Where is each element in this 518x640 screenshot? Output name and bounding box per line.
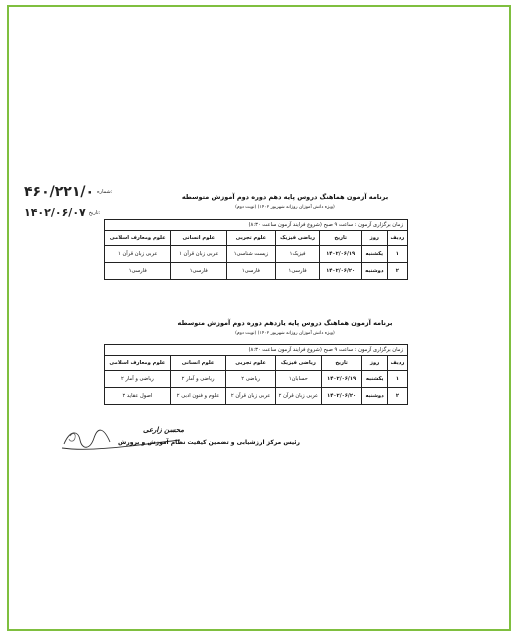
cell-row-number: ۱: [387, 371, 407, 388]
cell-humanities: عربی زبان قرآن ۱: [171, 246, 227, 263]
header-islamic-sciences: علوم ومعارف اسلامی: [105, 231, 171, 246]
section2-subtitle: (ویژه دانش آموزان روزانه شهریور ۱۴۰۲) (نوبت دوم): [235, 331, 335, 336]
cell-islamic-sciences: ریاضی و آمار ۲: [105, 371, 171, 388]
section1-title: برنامه آزمون هماهنگ دروس پایه دهم دوره دوم آموزش متوسطه: [181, 193, 389, 201]
letter-date-row: [24, 206, 104, 219]
cell-math-physics: فیزیک۱: [275, 246, 320, 263]
section1-header-row: [105, 231, 408, 246]
letter-date: ۱۴۰۲/۰۶/۰۷: [24, 206, 86, 219]
cell-math-physics: حسابان۱: [275, 371, 321, 388]
cell-date: ۱۴۰۲/۰۶/۲۰: [320, 263, 361, 280]
header-humanities: علوم انسانی: [171, 231, 227, 246]
cell-islamic-sciences: فارسی۱: [105, 263, 171, 280]
page-border: [7, 5, 511, 631]
cell-day: دوشنبه: [361, 263, 387, 280]
cell-date: ۱۴۰۲/۰۶/۱۹: [320, 246, 361, 263]
cell-humanities: علوم و فنون ادبی ۲: [170, 388, 226, 405]
cell-row-number: ۲: [387, 263, 407, 280]
cell-islamic-sciences: اصول عقاید ۲: [105, 388, 171, 405]
header-humanities: علوم انسانی: [170, 356, 226, 371]
header-row-number: ردیف: [387, 356, 407, 371]
header-experimental-sciences: علوم تجربی: [226, 356, 276, 371]
cell-experimental-sciences: زیست شناسی۱: [227, 246, 276, 263]
header-math-physics: ریاضی فیزیک: [275, 356, 321, 371]
cell-humanities: فارسی۱: [171, 263, 227, 280]
cell-humanities: ریاضی و آمار ۲: [170, 371, 226, 388]
cell-islamic-sciences: عربی زبان قرآن ۱: [105, 246, 171, 263]
section2-title: برنامه آزمون هماهنگ دروس پایه یازدهم دوره دوم آموزش متوسطه: [177, 319, 393, 327]
cell-experimental-sciences: فارسی۱: [227, 263, 276, 280]
header-math-physics: ریاضی فیزیک: [275, 231, 320, 246]
table-row: [105, 263, 408, 280]
cell-experimental-sciences: عربی زبان قرآن ۲: [226, 388, 276, 405]
letter-stamp: [24, 184, 113, 219]
table-row: [105, 388, 408, 405]
cell-experimental-sciences: ریاضی ۲: [226, 371, 276, 388]
header-date: تاریخ: [320, 231, 361, 246]
header-date: تاریخ: [321, 356, 362, 371]
section1-table: [104, 219, 408, 280]
cell-date: ۱۴۰۲/۰۶/۱۹: [321, 371, 362, 388]
header-day: روز: [361, 231, 387, 246]
header-row-number: ردیف: [387, 231, 407, 246]
cell-math-physics: عربی زبان قرآن ۲: [275, 388, 321, 405]
signatory-name: محسن زارعی: [143, 426, 184, 434]
cell-row-number: ۲: [387, 388, 407, 405]
cell-day: دوشنبه: [362, 388, 388, 405]
section1-exam-time: زمان برگزاری آزمون : ساعت ۹ صبح (شروع فرایند آزمون ساعت ۸:۳۰): [105, 220, 408, 231]
table-row: [105, 246, 408, 263]
section2-exam-time: زمان برگزاری آزمون : ساعت ۹ صبح (شروع فرایند آزمون ساعت ۸:۳۰): [105, 345, 408, 356]
signatory-title: رئیس مرکز ارزشیابی و تضمین کیفیت نظام آموزش و پرورش: [117, 439, 300, 446]
table-row: [105, 371, 408, 388]
letter-number: ۴۶۰/۲۲۱/۰: [24, 184, 95, 200]
letter-date-label: تاریخ:: [88, 209, 101, 216]
cell-day: یکشنبه: [361, 246, 387, 263]
cell-date: ۱۴۰۲/۰۶/۲۰: [321, 388, 362, 405]
cell-row-number: ۱: [387, 246, 407, 263]
letter-number-label: شماره:: [97, 189, 113, 195]
cell-day: یکشنبه: [362, 371, 388, 388]
section2-header-row: [105, 356, 408, 371]
header-experimental-sciences: علوم تجربی: [227, 231, 276, 246]
section2-table: [104, 344, 408, 405]
cell-math-physics: فارسی۱: [275, 263, 320, 280]
letter-number-row: [24, 184, 113, 200]
header-islamic-sciences: علوم ومعارف اسلامی: [105, 356, 171, 371]
header-day: روز: [362, 356, 388, 371]
section1-subtitle: (ویژه دانش آموزان روزانه شهریور ۱۴۰۲) (نوبت دوم): [235, 205, 335, 210]
